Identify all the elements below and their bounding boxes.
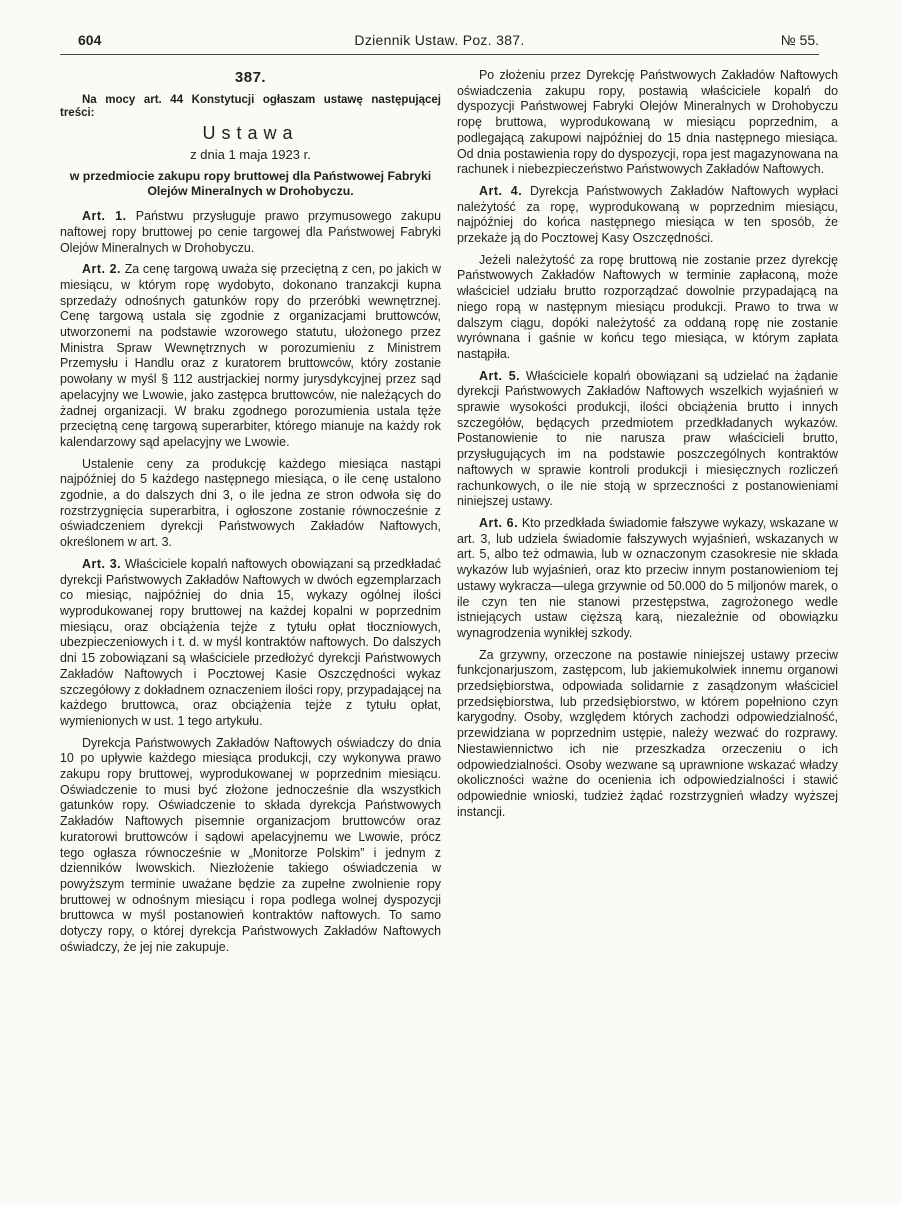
position-number: 387. (234, 69, 267, 86)
act-date: z dnia 1 maja 1923 r. (190, 147, 311, 163)
article-2-paragraph-2: Ustalenie ceny za produkcję każdego miesiąca nastąpi najpóźniej do 5 każdego następnego miesiąca, o ile cenę ustalono zgodnie, a do dalszych dni 3, o ile jedna ze stron odwoła się do rozstrzygnięcia superarbitra, i ogłoszone zostanie równocześnie z oświadczeniem dyrekcji Państwowych Zakładów Naftowych, określonem w art. 3. (60, 456, 441, 550)
article-2-paragraph-1 (60, 262, 441, 450)
left-column (60, 68, 441, 961)
article-3-paragraph-1 (60, 557, 441, 730)
article-4-label: Art. 4. (479, 183, 523, 198)
article-1 (60, 209, 441, 256)
article-4-paragraph-1 (457, 184, 838, 247)
article-1-label: Art. 1. (82, 209, 127, 224)
preamble: Na mocy art. 44 Konstytucji ogłaszam ustawę następującej treści: (60, 93, 441, 119)
article-3-paragraph-3: Po złożeniu przez Dyrekcję Państwowych Zakładów Naftowych oświadczenia zakupu ropy, postawią właściciele kopalń do dyspozycji Państwowej Fabryki Olejów Mineralnych w Drohobyczu ropę bruttowa, wyprodukowaną w miesiącu poprzednim, a podlegającą zakupowi najpóźniej do 15 dnia następnego miesiąca. Od dnia postawienia ropy do dyspozycji, ropa jest magazynowana na rachunek i niebezpieczeństwo Państwowych Zakładów Naftowych. (457, 68, 838, 177)
article-3-label: Art. 3. (82, 556, 122, 571)
article-1-text: Państwu przysługuje prawo przymusowego zakupu naftowej ropy bruttowej po cenie targowej dla Państwowej Fabryki Olejów Mineralnych w Drohobyczu. (60, 209, 442, 255)
page-number: 604 (78, 32, 102, 48)
journal-title: Dziennik Ustaw. Poz. 387. (354, 32, 525, 48)
article-2-label: Art. 2. (82, 262, 121, 277)
article-3-text-1: Właściciele kopalń naftowych obowiązani są przedkładać dyrekcji Państwowych Zakładów Naftowych w dwóch egzemplarzach co miesiąc, najpóźniej do dnia 15, wykazy ogólnej ilości wyprodukowanej ropy bruttowej na każdej kopalni w poprzednim miesiącu, oraz obciążenia tejże z tytułu opłat tłoczniowych, ubezpieczeniowych i t. d. w myśl kontraktów naftowych. Do dalszych dni 15 zobowiązani są właściciele przedłożyć dyrekcji Państwowych Zakładów Naftowych i Pocztowej Kasie Oszczędności wykaz szczegółowy z dokładnem oznaczeniem ilości ropy, przypadającej na każdego bruttowca, oraz obciążenia tejże z tytułu opłat, wymienionych w ust. 1 tego artykułu. (60, 556, 442, 728)
article-6-text-1: Kto przedkłada świadomie fałszywe wykazy, wskazane w art. 3, lub udziela świadomie fałszywych wyjaśnień, wskazanych w art. 5, albo też odmawia, lub w oznaczonym czasokresie nie składa wykazów lub wyjaśnień, oraz kto przeciw innym postanowieniom tej ustawy wykracza—ulega grzywnie od 50.000 do 5 miljonów marek, o ile czyn ten nie stanowi przestępstwa, zagrożonego wedle istniejących ustaw cięższą karą, niezależnie od obowiązku wynagrodzenia wynikłej szkody. (457, 515, 838, 640)
act-subject: w przedmiocie zakupu ropy bruttowej dla Państwowej Fabryki Olejów Mineralnych w Drohobyczu. (69, 169, 432, 199)
article-2-text-1: Za cenę targową uważa się przeciętną z cen, po jakich w miesiącu, w którym ropę wydobyto, dokonano tranzakcji kupna sprzedaży odnośnych gatunków ropy do przeróbki wewnętrznej. Cenę targową ustala się zgodnie z organizacjami bruttowców, utworzonemi na podstawie wzorowego statutu, ułożonego przez Ministra Spraw Wewnętrznych w porozumieniu z Ministrem Przemysłu i Handlu oraz z kuratorem bruttowców, który zostanie powołany w myśl § 112 austrjackiej normy jurysdykcyjnej przez sąd apelacyjny we Lwowie, jako zastępca bruttowców, nie należących do żadnej organizacji. W braku zgodnego porozumienia ustala tęże przeciętną cenę targową superarbiter, którego mianuje na każdy rok kalendarzowy sąd apelacyjny we Lwowie. (60, 262, 441, 449)
article-3-paragraph-2: Dyrekcja Państwowych Zakładów Naftowych oświadczy do dnia 10 po upływie każdego miesiąca produkcji, czy wykonywa prawo zakupu ropy bruttowej, wyprodukowanej w poprzednim miesiącu. Oświadczenie to musi być złożone jednocześnie dla wszystkich gatunków ropy. Oświadczenie to składa dyrekcja Państwowych Zakładów Naftowych pisemnie organizacjom bruttowców oraz kuratorowi bruttowców i sądowi apelacyjnemu we Lwowie, prócz tego ogłasza równocześnie w „Monitorze Polskim” i jednym z dzienników lwowskich. Niezłożenie takiego oświadczenia w powyższym terminie uważane będzie za zupełne zwolnienie ropy bruttowej w odnośnym miesiącu i ropa podlega wolnej dyspozycji bruttowca w myśl postanowień kontraktów naftowych. To samo dotyczy ropy, o której dyrekcja Państwowych Zakładów Naftowych oświadczy, że jej nie zakupuje. (60, 735, 441, 954)
article-5-label: Art. 5. (479, 368, 521, 383)
right-column (457, 68, 838, 826)
issue-number: № 55. (780, 32, 819, 48)
article-6-paragraph-1 (457, 516, 838, 642)
article-6-paragraph-2: Za grzywny, orzeczone na postawie niniejszej ustawy przeciw funkcjonarjuszom, zastępcom, lub jakiemukolwiek innemu organowi przedsiębiorstwa, odpowiada solidarnie z zasądzonym właściciel przedsiębiorstwa, lub przedsiębiorstwo, w którem popełniono czyn karygodny. Osoby, względem których zachodzi odpowiedzialność, przewidziana w poprzednim ustępie, należy wezwać do rozprawy. Niestawiennictwo ich nie przeszkadza orzeczeniu o ich odpowiedzialności. Osoby wezwane są uprawnione wskazać władzy okoliczności ważne do ocenienia ich odpowiedzialności i stawić odpowiednie wnioski, tudzież żądać rozstrzygnień władzy wyższej instancji. (457, 647, 838, 819)
act-title: Ustawa (202, 122, 299, 143)
article-6-label: Art. 6. (479, 515, 519, 530)
header-rule (60, 54, 819, 55)
article-4-paragraph-2: Jeżeli należytość za ropę bruttową nie zostanie przez dyrekcję Państwowych Zakładów Naftowych w terminie zapłaconą, może właściciel udziału brutto rozporządzać dowolnie przypadającą na niego ropą w następnym miesiącu produkcji. Prawo to trwa w dalszym ciągu, dopóki należytość za oddaną ropę nie zostanie wyrównana i gaśnie w końcu tego miesiąca, w którym zapłata nastąpiła. (457, 252, 838, 361)
article-5-text: Właściciele kopalń obowiązani są udzielać na żądanie dyrekcji Państwowych Zakładów Naftowych wszelkich wyjaśnień w sprawie wysokości produkcji, ilości obciążenia brutto i innych szczegółów, będących przedmiotem przedkładanych wykazów. Postanowienie to nie narusza praw właścicieli brutto, przysługujących im na podstawie poszczególnych kontraktów naftowych w sprawie kontroli produkcji i miesięcznych rozliczeń rachunkowych, o ile nie stoją w sprzeczności z postanowieniami niniejszej ustawy. (457, 368, 839, 509)
page-header (60, 32, 819, 54)
article-4-text-1: Dyrekcja Państwowych Zakładów Naftowych wypłaci należytość za ropę, wyprodukowaną w poprzednim miesiącu, najpóźniej do końca następnego miesiąca w ten sposób, że przekaże ją do Pocztowej Kasy Oszczędności. (457, 183, 838, 246)
article-5 (457, 369, 838, 510)
